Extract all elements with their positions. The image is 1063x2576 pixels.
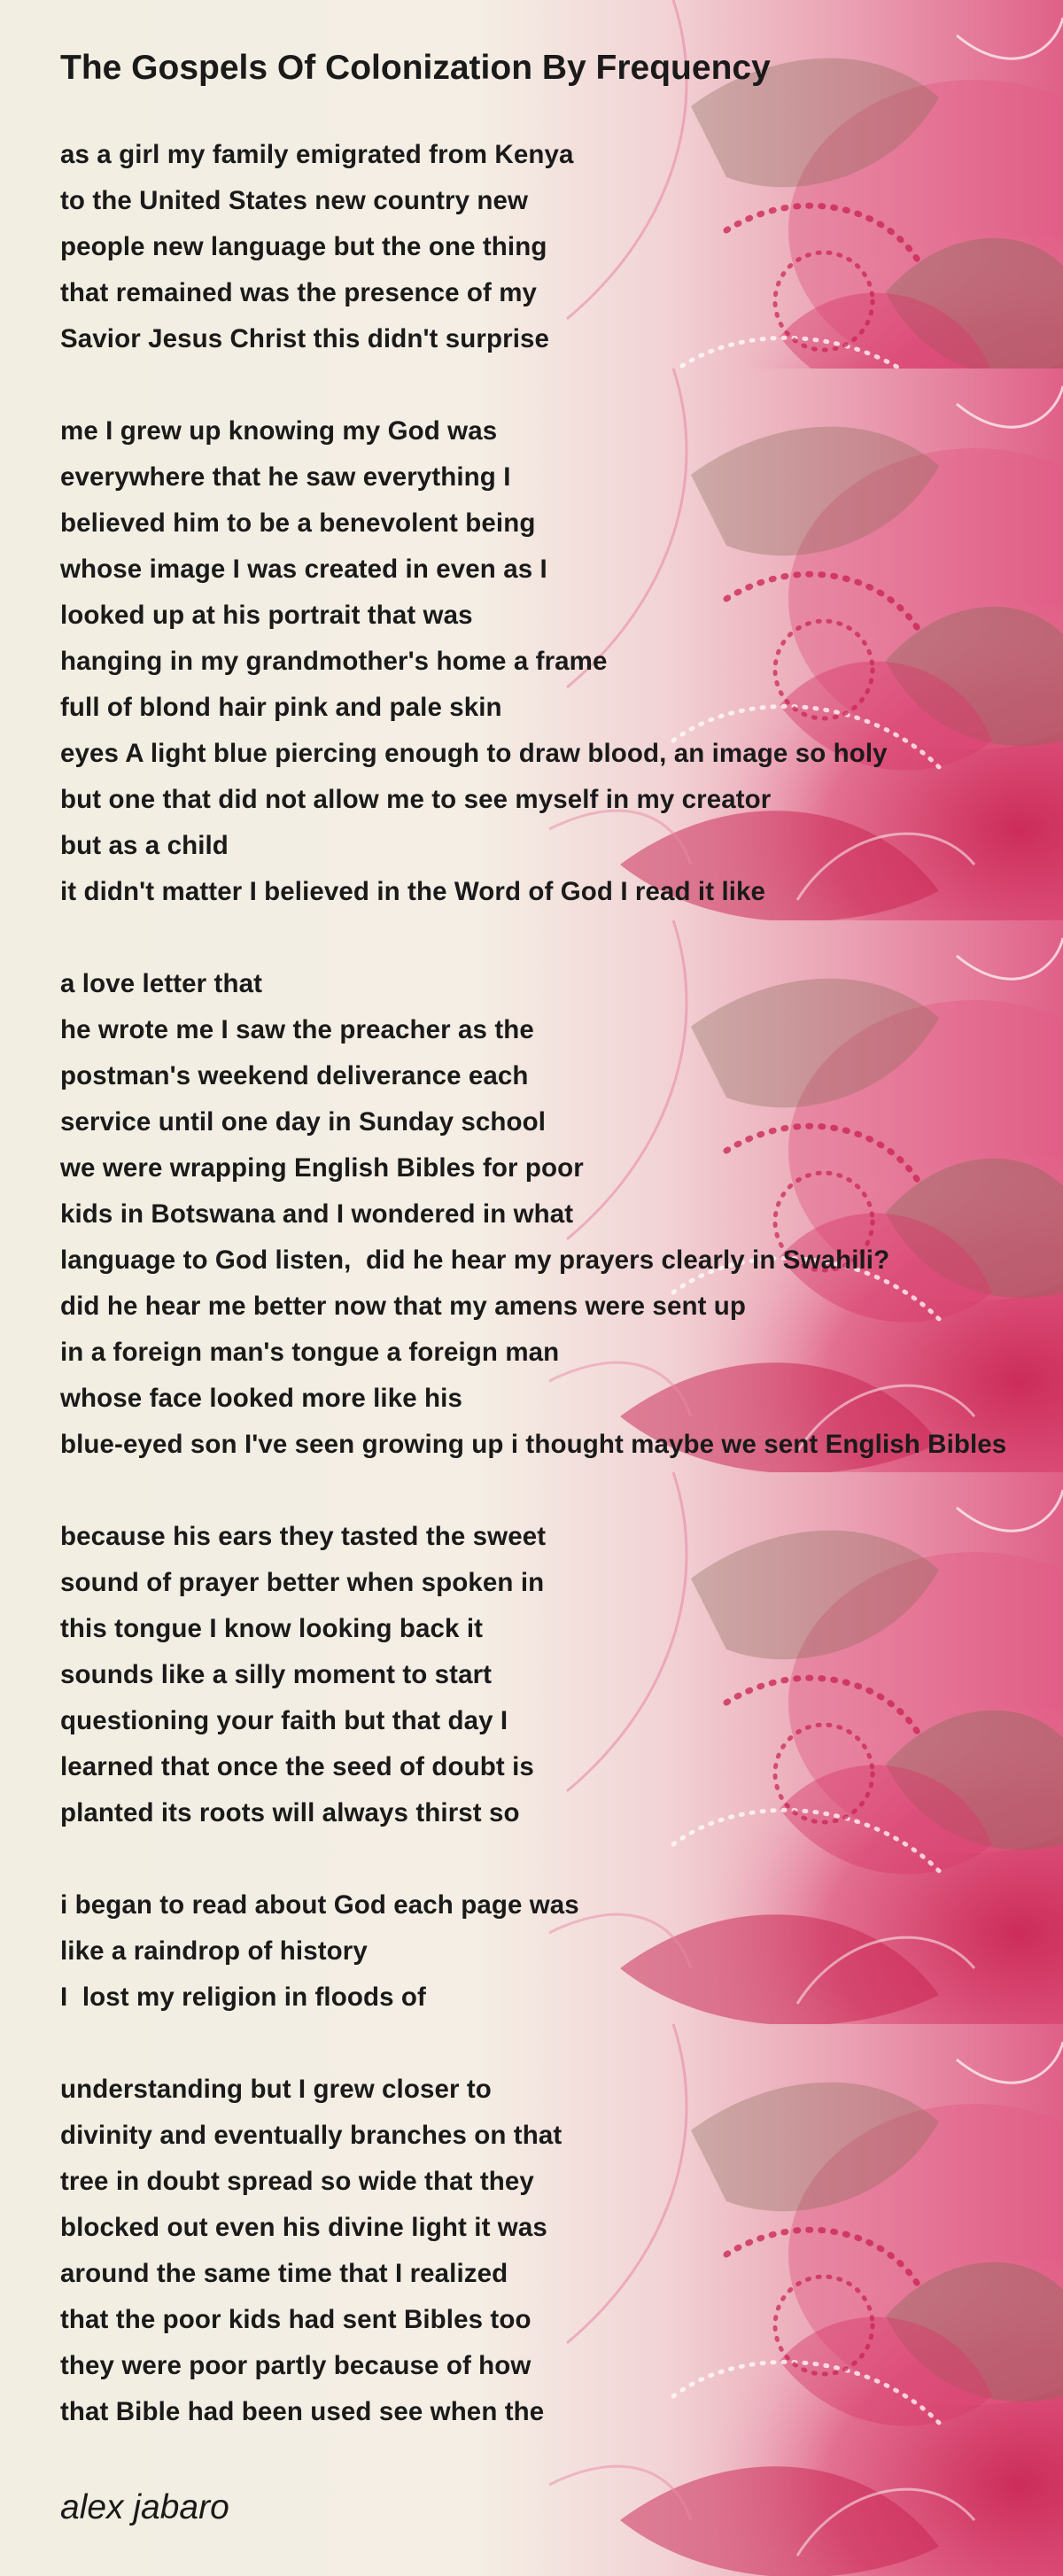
poem-author: alex jabaro	[60, 2488, 229, 2526]
poem-line: around the same time that I realized	[60, 2259, 508, 2288]
poem-line: learned that once the seed of doubt is	[60, 1752, 534, 1781]
poem-line: that remained was the presence of my	[60, 278, 538, 307]
poem-line: I lost my religion in floods of	[60, 1982, 426, 2012]
poem-line: kids in Botswana and I wondered in what	[60, 1199, 574, 1229]
poem-line: questioning your faith but that day I	[60, 1706, 508, 1735]
poem-title: The Gospels Of Colonization By Frequency	[60, 49, 771, 87]
poem-line: to the United States new country new	[60, 186, 529, 215]
poem-line: people new language but the one thing	[60, 232, 547, 261]
poem-line: me I grew up knowing my God was	[60, 416, 498, 446]
poem-line: divinity and eventually branches on that	[60, 2121, 563, 2150]
poem-line: service until one day in Sunday school	[60, 1107, 547, 1137]
poem-line: it didn't matter I believed in the Word of God I read it like	[60, 877, 766, 906]
poem-line: postman's weekend deliverance each	[60, 1061, 529, 1090]
poem-line: language to God listen, did he hear my prayers clearly in Swahili?	[60, 1245, 890, 1275]
poem-line: did he hear me better now that my amens were sent up	[60, 1292, 747, 1321]
poem-line: whose face looked more like his	[60, 1384, 462, 1413]
poem-line: but one that did not allow me to see myself in my creator	[60, 785, 772, 814]
poem-line: as a girl my family emigrated from Kenya	[60, 140, 574, 169]
poem-line: blocked out even his divine light it was	[60, 2213, 547, 2242]
poem-line: because his ears they tasted the sweet	[60, 1522, 547, 1551]
poem-line: like a raindrop of history	[60, 1936, 368, 1966]
poem-line: we were wrapping English Bibles for poor	[60, 1153, 584, 1183]
poem-line: that Bible had been used see when the	[60, 2397, 545, 2426]
poem-line: but as a child	[60, 831, 229, 860]
poem-line: a love letter that	[60, 969, 263, 998]
poem-line: tree in doubt spread so wide that they	[60, 2167, 534, 2196]
poem-line: eyes A light blue piercing enough to draw blood, an image so holy	[60, 739, 888, 768]
poem-line: hanging in my grandmother's home a frame	[60, 647, 608, 676]
poem-line: sounds like a silly moment to start	[60, 1660, 493, 1689]
poem-line: full of blond hair pink and pale skin	[60, 693, 502, 722]
poem-line: whose image I was created in even as I	[60, 555, 547, 584]
poem-line: sound of prayer better when spoken in	[60, 1568, 545, 1597]
poem-line: everywhere that he saw everything I	[60, 462, 511, 492]
poem-line: he wrote me I saw the preacher as the	[60, 1015, 534, 1044]
poem-line: they were poor partly because of how	[60, 2351, 532, 2380]
poem-line: in a foreign man's tongue a foreign man	[60, 1338, 560, 1367]
poem-line: that the poor kids had sent Bibles too	[60, 2305, 532, 2334]
poem-line: planted its roots will always thirst so	[60, 1798, 520, 1827]
poem-line: i began to read about God each page was	[60, 1890, 579, 1920]
poem-line: blue-eyed son I've seen growing up i thought maybe we sent English Bibles	[60, 1430, 1007, 1459]
poem-line: looked up at his portrait that was	[60, 601, 473, 630]
poem-line: this tongue I know looking back it	[60, 1614, 484, 1643]
poem-line: understanding but I grew closer to	[60, 2075, 492, 2104]
poem-line: Savior Jesus Christ this didn't surprise	[60, 324, 549, 353]
poem-line: believed him to be a benevolent being	[60, 508, 536, 538]
